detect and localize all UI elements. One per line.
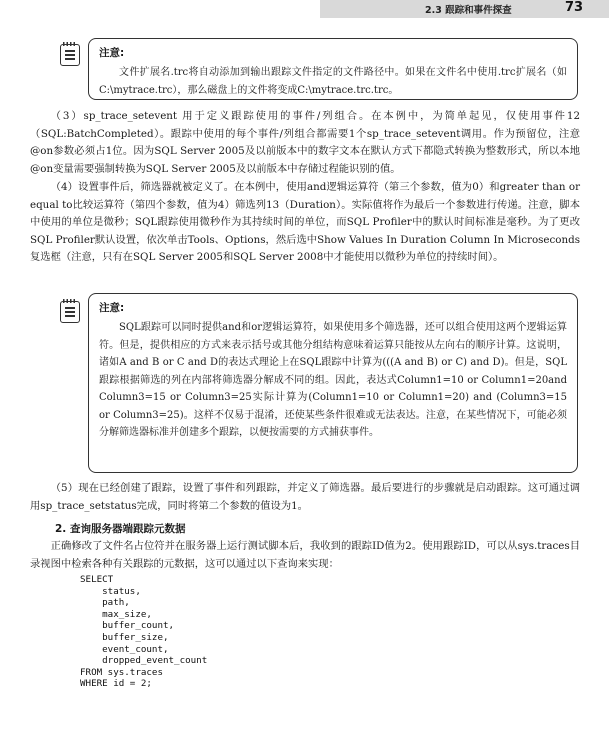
header-section-title: 2.3 跟踪和事件探查 [425, 5, 512, 16]
note-icon [60, 44, 80, 66]
code-block: SELECT status, path, max_size, buffer_count, buffer_size, event_count, dropped_event_count FROM sys.traces WHERE id = 2; [80, 574, 208, 690]
paragraph-step-5: （5）现在已经创建了跟踪，设置了事件和列跟踪，并定义了筛选器。最后要进行的步骤就是启动跟踪。这可通过调用sp_trace_setstatus完成，同时将第二个参数的值设为1。 [30, 482, 580, 512]
note-box [88, 38, 578, 100]
paragraph-step-3: （3）sp_trace_setevent 用于定义跟踪使用的事件/列组合。在本例中，为简单起见，仅使用事件12（SQL:BatchCompleted）。跟踪中使用的每个事件/列组合都需要1个sp_trace_setevent调用。作为预留位，注意@on参数必须占1位。因为SQL Server 2005及以前版本中的数字文本在默认方式下都隐式转换为整数形式，所以本地@on变量需要强制转换为SQL Server 2005及以前版本中存储过程能识别的值。 [30, 110, 580, 175]
note-text: 文件扩展名.trc将自动添加到输出跟踪文件指定的文件路径中。如果在文件名中使用.trc扩展名（如C:\mytrace.trc），那么磁盘上的文件将变成C:\mytrace.trc.trc。 [99, 67, 567, 96]
section-body: 正确修改了文件名占位符并在服务器上运行测试脚本后，我收到的跟踪ID值为2。使用跟踪ID，可以从sys.traces目录视图中检索各种有关跟踪的元数据，这可以通过以下查询来实现： [30, 540, 580, 570]
note-text: SQL跟踪可以同时提供and和or逻辑运算符，如果使用多个筛选器，还可以组合使用这两个逻辑运算符。但是，提供相应的方式来表示括号或其他分组结构意味着运算只能按从左向右的顺序计算。这说明，诸如A and B or C and D的表达式理论上在SQL跟踪中计算为(((A and B) or C) and D)。但是，SQL跟踪根据筛选的列在内部将筛选器分解成不同的组。因此，表达式Column1=10 or Column1=20and Column3=15 or Column3=25实际计算为(Column1=10 or Column1=20) and (Column3=15 or Column3=25)。这样不仅易于混淆，还使某些条件很难或无法表达。注意，在某些情况下，可能必须分解筛选器标准并创建多个跟踪，以便按需要的方式捕获事件。 [99, 322, 567, 438]
note-title: 注意: [99, 302, 125, 314]
paragraph-step-4: （4）设置事件后，筛选器就被定义了。在本例中，使用and逻辑运算符（第三个参数，值为0）和greater than or equal to比较运算符（第四个参数，值为4）筛选列13（Duration）。实际值将作为最后一个参数进行传递。注意，脚本中使用的单位是微秒；SQL跟踪使用微秒作为其持续时间的单位，而SQL Profiler中的默认时间标准是毫秒。为了更改SQL Profiler默认设置，依次单击Tools、Options，然后选中Show Values In Duration Column In Microseconds复选框（注意，只有在SQL Server 2005和SQL Server 2008中才能使用以微秒为单位的持续时间）。 [30, 181, 580, 263]
section-heading: 2. 查询服务器端跟踪元数据 [55, 523, 186, 535]
note-box [88, 293, 578, 473]
page-header [0, 0, 609, 22]
note-icon [60, 301, 80, 323]
note-title: 注意: [99, 47, 125, 59]
page-number: 73 [565, 0, 584, 15]
